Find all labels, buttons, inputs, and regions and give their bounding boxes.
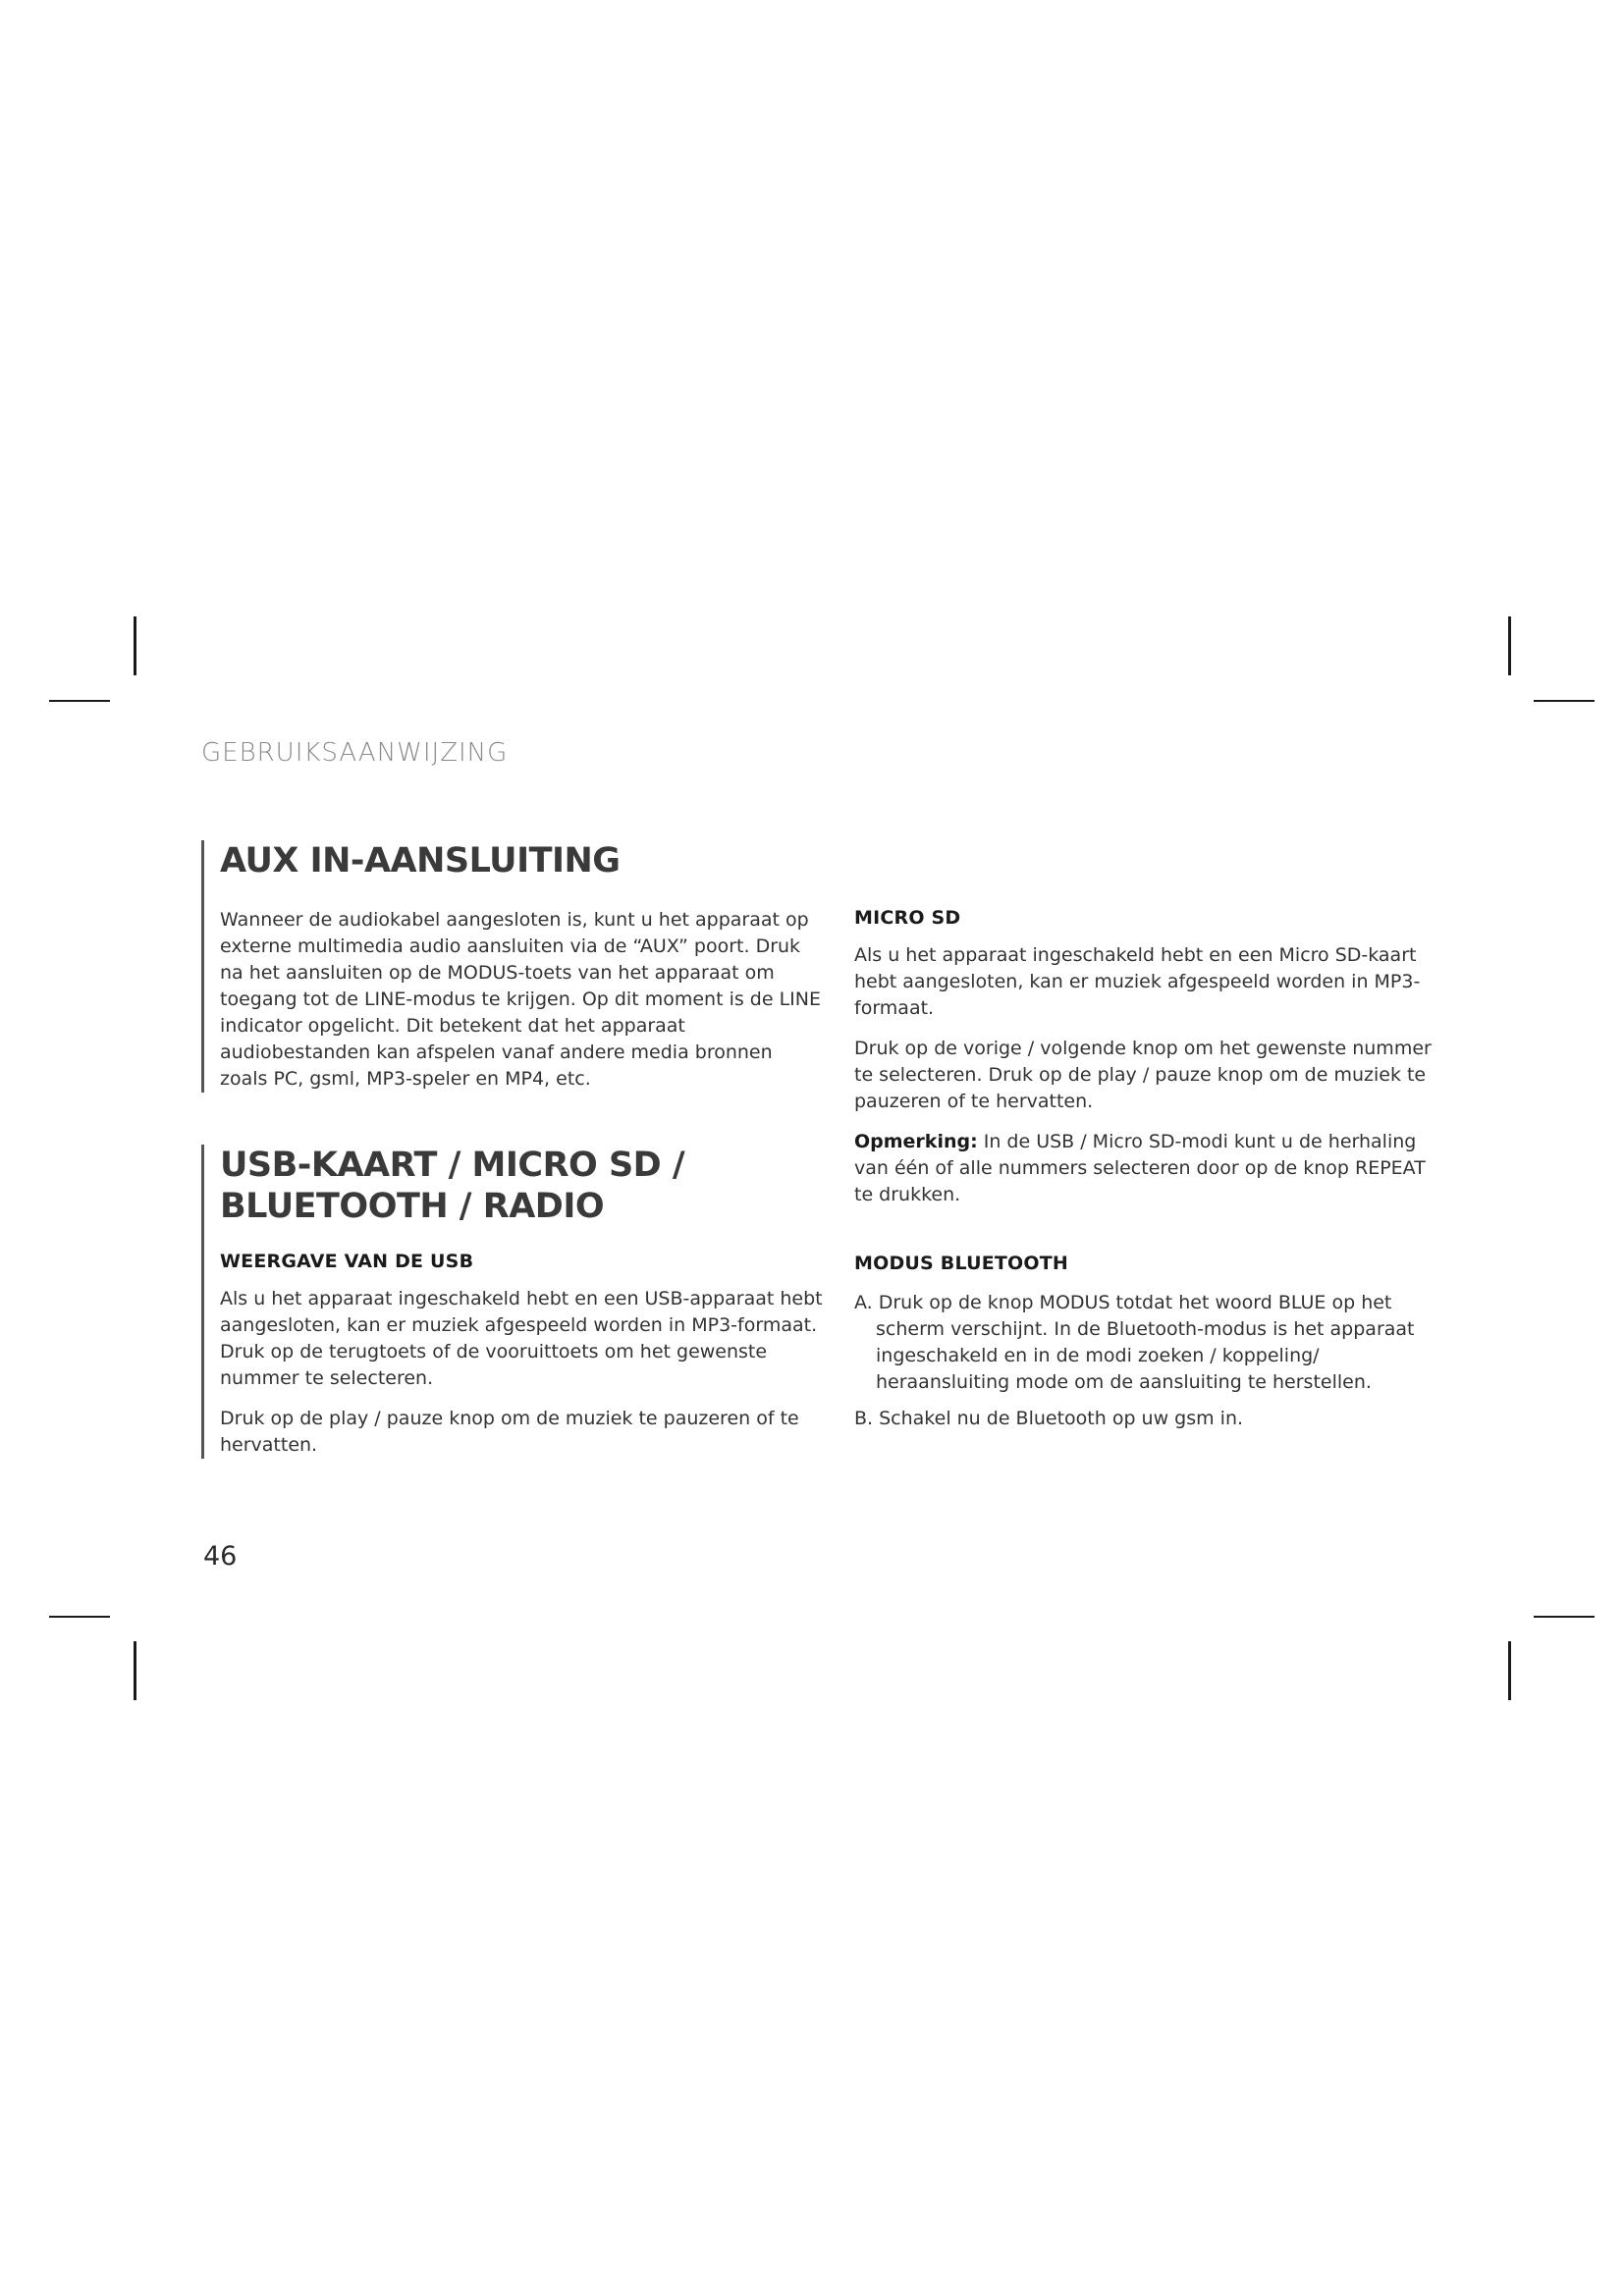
micro-sd-note xyxy=(854,1129,1443,1208)
usb-section-title xyxy=(220,1145,824,1227)
aux-paragraph: Wanneer de audiokabel aangesloten is, kunt u het apparaat op externe multimedia audio aansluiten via de “AUX” poort. Druk na het aansluiten op de MODUS-toets van het apparaat om toegang tot de LINE-modus te krijgen. Op dit moment is de LINE indicator opgelicht. Dit betekent dat het apparaat audiobestanden kan afspelen vanaf andere media bronnen zoals PC, gsml, MP3-speler en MP4, etc. xyxy=(220,909,821,1090)
usb-section xyxy=(201,1145,824,1459)
bluetooth-block xyxy=(854,1253,1443,1442)
crop-mark-top-right-vertical xyxy=(1508,616,1511,675)
micro-sd-paragraph-1: Als u het apparaat ingeschakeld hebt en een Micro SD-kaart hebt aangesloten, kan er muziek afgespeeld worden in MP3-formaat. xyxy=(854,944,1421,1019)
usb-paragraph-2: Druk op de play / pauze knop om de muziek te pauzeren of te hervatten. xyxy=(220,1408,799,1456)
micro-sd-paragraph-2: Druk op de vorige / volgende knop om het gewenste nummer te selecteren. Druk op de play / pauze knop om de muziek te pauzeren of te hervatten. xyxy=(854,1038,1432,1112)
usb-section-title-line1: USB-KAART / MICRO SD / xyxy=(220,1146,685,1185)
crop-mark-bottom-left-horizontal xyxy=(49,1616,110,1618)
crop-mark-bottom-right-vertical xyxy=(1508,1641,1511,1700)
running-header: GEBRUIKSAANWIJZING xyxy=(201,738,509,768)
crop-mark-bottom-left-vertical xyxy=(134,1641,136,1700)
bluetooth-step-b: B. Schakel nu de Bluetooth op uw gsm in. xyxy=(854,1408,1244,1429)
usb-section-title-line2: BLUETOOTH / RADIO xyxy=(220,1187,605,1226)
aux-section-title: AUX IN-AANSLUITING xyxy=(220,841,621,881)
bluetooth-heading: MODUS BLUETOOTH xyxy=(854,1253,1069,1274)
crop-mark-top-right-horizontal xyxy=(1534,700,1595,702)
usb-playback-heading: WEERGAVE VAN DE USB xyxy=(220,1251,474,1272)
aux-section xyxy=(201,840,824,1093)
page-number: 46 xyxy=(203,1541,238,1572)
micro-sd-block xyxy=(854,907,1443,1222)
micro-sd-heading: MICRO SD xyxy=(854,907,961,929)
crop-mark-bottom-right-horizontal xyxy=(1534,1616,1595,1618)
usb-paragraph-1: Als u het apparaat ingeschakeld hebt en een USB-apparaat hebt aangesloten, kan er muziek afgespeeld worden in MP3-formaat. Druk op de terugtoets of de vooruittoets om het gewenste nummer te selecteren. xyxy=(220,1288,823,1389)
bluetooth-step-a: A. Druk op de knop MODUS totdat het woord BLUE op het scherm verschijnt. In de Bluetooth-modus is het apparaat ingeschakeld en in de modi zoeken / koppeling/ heraansluiting mode om de aansluiting te herstellen. xyxy=(854,1292,1415,1393)
crop-mark-top-left-horizontal xyxy=(49,700,110,702)
crop-mark-top-left-vertical xyxy=(134,616,136,675)
micro-sd-note-text: In de USB / Micro SD-modi kunt u de herhaling van één of alle nummers selecteren door op de knop REPEAT te drukken. xyxy=(854,1131,1426,1205)
micro-sd-note-label: Opmerking: xyxy=(854,1131,978,1152)
